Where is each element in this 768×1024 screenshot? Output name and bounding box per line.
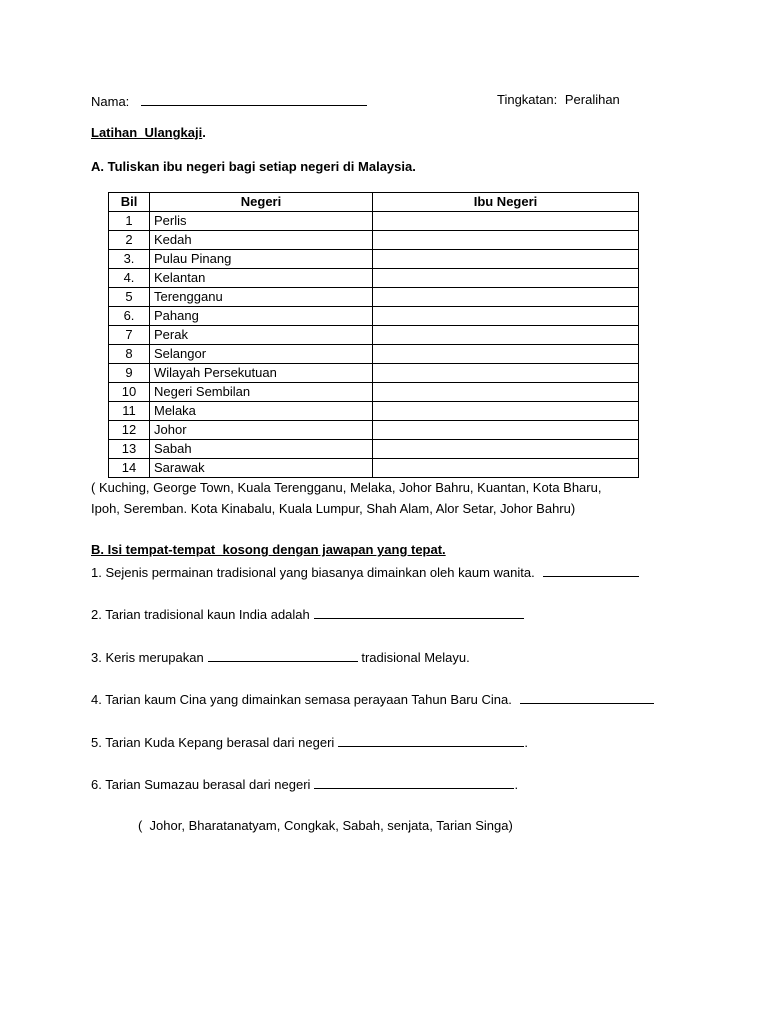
- question-3: 3. Keris merupakan tradisional Melayu.: [91, 650, 470, 665]
- col-bil: Bil: [109, 193, 150, 212]
- answer-cell[interactable]: [373, 288, 639, 307]
- answer-cell[interactable]: [373, 459, 639, 478]
- answer-cell[interactable]: [373, 212, 639, 231]
- question-5: 5. Tarian Kuda Kepang berasal dari negeri .: [91, 735, 528, 750]
- table-row: 6. Pahang: [109, 307, 639, 326]
- table-row: 14 Sarawak: [109, 459, 639, 478]
- answer-cell[interactable]: [373, 364, 639, 383]
- name-label: Nama:: [91, 94, 130, 109]
- answer-cell[interactable]: [373, 326, 639, 345]
- answer-blank-3[interactable]: [208, 648, 358, 662]
- table-row: 4. Kelantan: [109, 269, 639, 288]
- answer-cell[interactable]: [373, 383, 639, 402]
- answer-cell[interactable]: [373, 440, 639, 459]
- answer-cell[interactable]: [373, 231, 639, 250]
- form-label: Tingkatan:: [497, 92, 558, 107]
- answer-blank-5[interactable]: [338, 733, 524, 747]
- table-header-row: [109, 193, 639, 212]
- answer-cell[interactable]: [373, 345, 639, 364]
- col-ibu-negeri: Ibu Negeri: [373, 193, 639, 212]
- table-row: 3. Pulau Pinang: [109, 250, 639, 269]
- answer-cell[interactable]: [373, 421, 639, 440]
- form-line: [497, 92, 620, 107]
- table-row: 13 Sabah: [109, 440, 639, 459]
- word-bank: ( Johor, Bharatanatyam, Congkak, Sabah, senjata, Tarian Singa): [138, 818, 513, 833]
- name-blank[interactable]: [141, 92, 367, 106]
- capital-hint-line-2: Ipoh, Seremban. Kota Kinabalu, Kuala Lumpur, Shah Alam, Alor Setar, Johor Bahru): [91, 501, 576, 516]
- table-row: 10 Negeri Sembilan: [109, 383, 639, 402]
- table-row: 12 Johor: [109, 421, 639, 440]
- form-value: Peralihan: [564, 92, 620, 107]
- answer-cell[interactable]: [373, 269, 639, 288]
- table-row: 5 Terengganu: [109, 288, 639, 307]
- question-1: 1. Sejenis permainan tradisional yang biasanya dimainkan oleh kaum wanita.: [91, 563, 639, 580]
- answer-blank-1[interactable]: [543, 563, 639, 577]
- section-b-heading: B. Isi tempat-tempat kosong dengan jawapan yang tepat.: [91, 542, 446, 557]
- table-row: 1 Perlis: [109, 212, 639, 231]
- section-a-heading: A. Tuliskan ibu negeri bagi setiap negeri di Malaysia.: [91, 159, 416, 174]
- table-row: 11 Melaka: [109, 402, 639, 421]
- question-6: 6. Tarian Sumazau berasal dari negeri .: [91, 777, 519, 792]
- states-table: [108, 192, 639, 478]
- table-row: 8 Selangor: [109, 345, 639, 364]
- answer-cell[interactable]: [373, 402, 639, 421]
- col-negeri: Negeri: [150, 193, 373, 212]
- question-4: 4. Tarian kaum Cina yang dimainkan semasa perayaan Tahun Baru Cina.: [91, 690, 654, 707]
- name-line: [91, 92, 367, 109]
- capital-hint-line-1: ( Kuching, George Town, Kuala Terengganu, Melaka, Johor Bahru, Kuantan, Kota Bharu,: [91, 480, 602, 495]
- answer-cell[interactable]: [373, 250, 639, 269]
- answer-blank-4[interactable]: [520, 690, 654, 704]
- answer-cell[interactable]: [373, 307, 639, 326]
- table-row: 9 Wilayah Persekutuan: [109, 364, 639, 383]
- answer-blank-2[interactable]: [314, 605, 524, 619]
- table-row: 7 Perak: [109, 326, 639, 345]
- question-2: 2. Tarian tradisional kaun India adalah: [91, 605, 524, 622]
- page-title: Latihan Ulangkaji.: [91, 125, 206, 140]
- table-row: 2 Kedah: [109, 231, 639, 250]
- answer-blank-6[interactable]: [314, 775, 514, 789]
